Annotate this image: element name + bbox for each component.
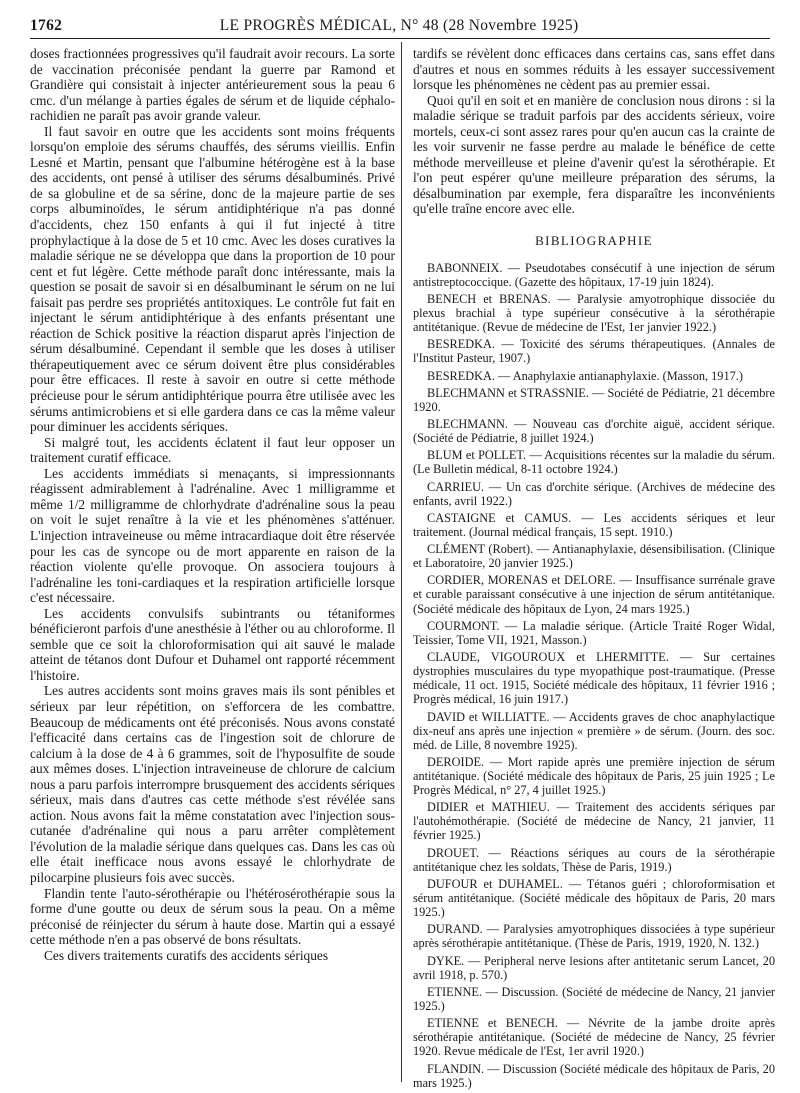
bibliography-entry: ETIENNE. — Discussion. (Société de médecine de Nancy, 21 janvier 1925.) bbox=[413, 984, 775, 1013]
bibliography-entry: DAVID et WILLIATTE. — Accidents graves de choc anaphylactique dix-neuf ans après une injection « première » de sérum. (Journ. des soc. méd. de Lille, 8 novembre 1925). bbox=[413, 709, 775, 752]
paragraph: tardifs se révèlent donc efficaces dans certains cas, sans effet dans d'autres et nous en sommes réduits à les essayer successivement lorsque les phénomènes ne cèdent pas au premier essai. bbox=[413, 46, 775, 93]
bibliography-entry: DUFOUR et DUHAMEL. — Tétanos guéri ; chloroformisation et sérum antitétanique. (Société médicale des hôpitaux de Paris, 20 mars 1925.) bbox=[413, 876, 775, 920]
paragraph: Quoi qu'il en soit et en manière de conclusion nous dirons : si la maladie sérique se traduit parfois par des accidents sérieux, voire mortels, ceux-ci sont assez rares pour qu'en aucun cas la crainte de les voir survenir ne fasse perdre au malade le bénéfice de cette méthode merveilleuse et pleine d'avenir qu'est la sérothérapie. Et l'on peut espérer qu'une meilleure préparation des sérums, la désalbumination par exemple, fera disparaître les inconvénients qu'elle traîne encore avec elle. bbox=[413, 92, 775, 217]
bibliography-entry: ETIENNE et BENECH. — Névrite de la jambe droite après sérothérapie antitétanique. (Société de médecine de Nancy, 25 février 1920. Revue médicale de l'Est, 1er avril 1920.) bbox=[413, 1016, 775, 1059]
bibliography-entry: DURAND. — Paralysies amyotrophiques dissociées à type supérieur après sérothérapie antitétanique. (Thèse de Paris, 1919, 1920, N. 132.) bbox=[413, 922, 775, 951]
paragraph: doses fractionnées progressives qu'il faudrait avoir recours. La sorte de vaccination préconisée pendant la guerre par Ramond et Grandière qui consistait à injecter antérieurement sous la peau 6 cmc. d'un mélange à parties égales de sérum et de liquide céphalo-rachidien ne paraît pas avoir grande valeur. bbox=[30, 46, 395, 124]
bibliography-entry: CLAUDE, VIGOUROUX et LHERMITTE. — Sur certaines dystrophies musculaires du type myopathique post-traumatique. (Presse médicale, 11 oct. 1915, Société médicale des hôpitaux, 11 février 1916 ; Progrès médical, 16 juin 1917.) bbox=[413, 650, 775, 707]
bibliography-entry: DYKE. — Peripheral nerve lesions after antitetanic serum Lancet, 20 avril 1918, p. 570.) bbox=[413, 953, 775, 982]
bibliography-entry: BESREDKA. — Anaphylaxie antianaphylaxie. (Masson, 1917.) bbox=[427, 368, 743, 383]
paragraph: Flandin tente l'auto-sérothérapie ou l'hétérosérothérapie sous la forme d'une goutte ou deux de sérum sous la peau. On a même préconisé de réinjecter du sérum à haute dose. Martin qui a essayé cette méthode n'en a pas observé de bons résultats. bbox=[30, 885, 395, 948]
left-column bbox=[30, 46, 395, 963]
bibliography-entry: DROUET. — Réactions sériques au cours de la sérothérapie antitétanique chez les soldats, Thèse de Paris, 1919.) bbox=[413, 845, 775, 874]
bibliography-entry: CASTAIGNE et CAMUS. — Les accidents sériques et leur traitement. (Journal médical français, 15 sept. 1910.) bbox=[413, 510, 775, 539]
paragraph: Les accidents convulsifs subintrants ou tétaniformes bénéficieront parfois d'une anesthésie à l'éther ou au chloroforme. Il semble que ce soit la chloroformisation qui ait sauvé le malade atteint de tétanos dont Dufour et Duhamel ont rapporté récemment l'histoire. bbox=[30, 605, 395, 683]
bibliography-entry: CARRIEU. — Un cas d'orchite sérique. (Archives de médecine des enfants, avril 1922.) bbox=[413, 479, 775, 508]
bibliography-entry: BESREDKA. — Toxicité des sérums thérapeutiques. (Annales de l'Institut Pasteur, 1907.) bbox=[413, 337, 775, 366]
paragraph: Les autres accidents sont moins graves mais ils sont pénibles et sérieux par leur répétition, on s'efforcera de les combattre. Beaucoup de médicaments ont été préconisés. Nous avons constaté l'efficacité dans certains cas de l'ingestion soit de chlorure de calcium à la dose de 4 à 6 grammes, soit de l'hyposulfite de soude aux mêmes doses. L'injection intraveineuse de chlorure de calcium nous a paru parfois interrompre brusquement des accidents sériques sérieux, mais dans d'autres cas cette méthode s'est révélée sans action. Nous avons fait la même constatation avec l'injection sous-cutanée d'adrénaline qui nous a paru arrêter complètement l'évolution de la maladie sérique dans quelques cas. Dans les cas où elle était inefficace nous avons essayé le chlorhydrate de pilocarpine plusieurs fois avec succès. bbox=[30, 683, 395, 885]
bibliography-entry: DEROIDE. — Mort rapide après une première injection de sérum antitétanique. (Société médicale des hôpitaux de Paris, 25 juin 1925 ; Le Progrès Médical, n° 27, 4 juillet 1925.) bbox=[413, 754, 775, 798]
bibliography-entry: CORDIER, MORENAS et DELORE. — Insuffisance surrénale grave et curable paraissant consécutive à une injection de sérum antitétanique. (Société médicale des hôpitaux de Lyon, 24 mars 1925.) bbox=[413, 573, 775, 616]
paragraph: Ces divers traitements curatifs des accidents sériques bbox=[44, 947, 329, 963]
bibliography-entry: COURMONT. — La maladie sérique. (Article Traité Roger Widal, Teissier, Tome VII, 1921, Masson.) bbox=[413, 618, 775, 647]
bibliography-entry: BENECH et BRENAS. — Paralysie amyotrophique dissociée du plexus brachial à type supérieur consécutive à la sérothérapie antitétanique. (Revue de médecine de l'Est, 1er janvier 1922.) bbox=[413, 291, 775, 335]
bibliography-entry: CLÉMENT (Robert). — Antianaphylaxie, désensibilisation. (Clinique et Laboratoire, 20 janvier 1925.) bbox=[413, 542, 775, 571]
bibliography-entry: FLANDIN. — Discussion (Société médicale des hôpitaux de Paris, 20 mars 1925.) bbox=[413, 1061, 775, 1090]
column-divider bbox=[401, 42, 402, 1082]
bibliography-entry: BLUM et POLLET. — Acquisitions récentes sur la maladie du sérum. (Le Bulletin médical, 8-11 octobre 1924.) bbox=[413, 448, 775, 477]
paragraph: Si malgré tout, les accidents éclatent il faut leur opposer un traitement curatif efficace. bbox=[30, 434, 395, 466]
paragraph: Les accidents immédiats si menaçants, si impressionnants réagissent admirablement à l'adrénaline. Avec 1 milligramme et même 1/2 milligramme de chlorhydrate d'adrénaline sous la peau on voit le sujet renaître à la vie et les phénomènes s'atténuer. L'injection intraveineuse ou même intracardiaque doit être réservée pour les cas de syncope ou de mort apparente en raison de la réaction violente qu'elle provoque. On associera toujours à l'adrénaline les toni-cardiaques et la respiration artificielle lorsque c'est nécessaire. bbox=[30, 465, 395, 606]
bibliography-entry: DIDIER et MATHIEU. — Traitement des accidents sériques par l'autohémothérapie. (Société de médecine de Nancy, 21 janvier, 11 février 1925.) bbox=[413, 800, 775, 843]
page-header bbox=[30, 14, 770, 39]
journal-title: LE PROGRÈS MÉDICAL, N° 48 (28 Novembre 1925) bbox=[219, 17, 579, 34]
bibliography-list bbox=[413, 261, 775, 1090]
bibliography-entry: BLECHMANN. — Nouveau cas d'orchite aiguë, accident sérique. (Société de Pédiatrie, 8 juillet 1924.) bbox=[413, 416, 775, 446]
bibliography-heading: BIBLIOGRAPHIE bbox=[535, 233, 653, 249]
bibliography-entry: BLECHMANN et STRASSNIE. — Société de Pédiatrie, 21 décembre 1920. bbox=[413, 385, 775, 414]
paragraph: Il faut savoir en outre que les accidents sont moins fréquents lorsqu'on emploie des sérums chauffés, des sérums vieillis. Enfin Lesné et Martin, pensant que l'albumine hétérogène est à la base des accidents, ont pensé à utiliser des sérums désalbuminés. Privé de sa globuline et de sa sérine, donc de la majeure partie de ses corps albuminoïdes, le sérum antidiphtérique n'a pas donné d'accidents, chez 150 enfants à qui il fut injecté à titre prophylactique à la dose de 5 et 10 cmc. Avec les doses curatives la maladie sérique ne se développa que dans la proportion de 10 pour cent et fut légère. Cette méthode paraît donc intéressante, mais la question se posait de savoir si en désalbuminant le sérum on ne lui faisait pas perdre ses propriétés antitoxiques. Le contrôle fut fait en injectant le sérum antidiphtérique à des enfants présentant une réaction de Schick positive la réaction disparut après l'injection de sérum désalbuminé. Cependant il semble que les doses à utiliser thérapeutiquement avec ce sérum doivent être plus considérables pour être efficaces. Il reste à savoir en outre si cette méthode précieuse pour le sérum antidiphtérique pourra être utilisée avec les sérums antimicrobiens et si elle gardera dans ce cas la même valeur pour diminuer les accidents sériques. bbox=[30, 123, 395, 435]
right-column bbox=[413, 46, 775, 1093]
bibliography-entry: BABONNEIX. — Pseudotabes consécutif à une injection de sérum antistreptococcique. (Gazette des hôpitaux, 17-19 juin 1824). bbox=[413, 260, 775, 289]
page-number: 1762 bbox=[30, 17, 63, 34]
